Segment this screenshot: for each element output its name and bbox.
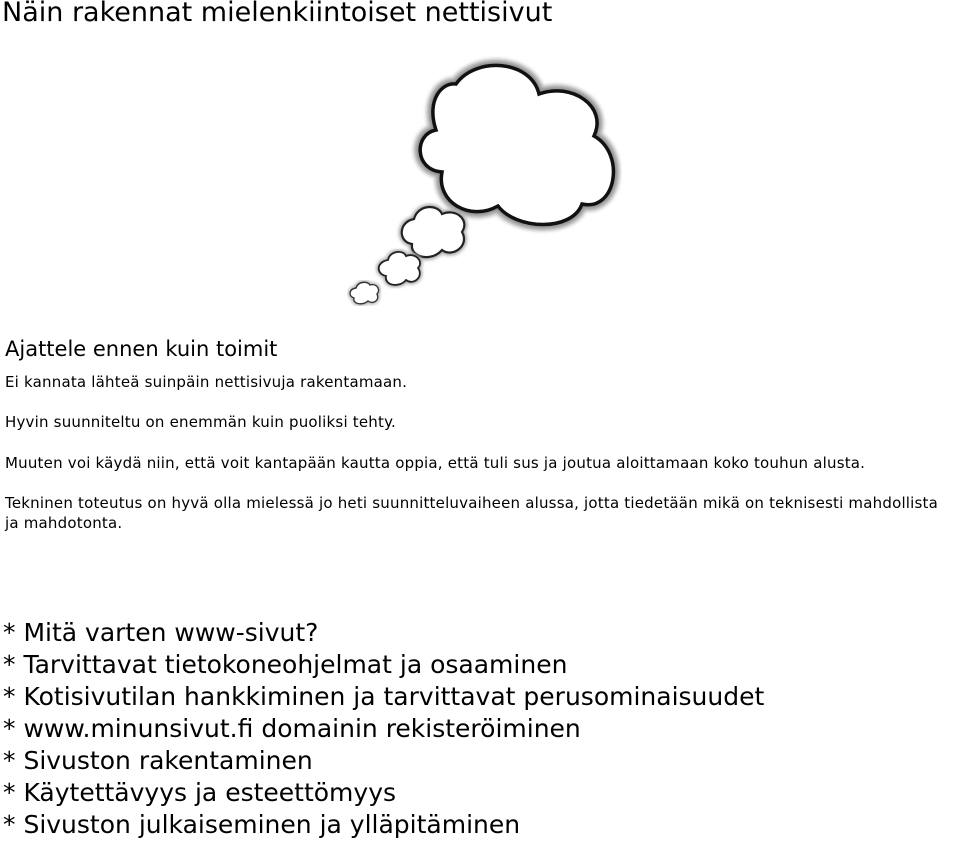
list-item: * Mitä varten www-sivut? (3, 618, 319, 647)
tiny-bubble-shape (350, 282, 379, 304)
paragraph: Tekninen toteutus on hyvä olla mielessä jo heti suunnitteluvaiheen alussa, jotta tiedetään mikä on teknisesti mahdollista ja mahdotonta. (5, 494, 939, 532)
page-title: Näin rakennat mielenkiintoiset nettisivut (2, 0, 553, 28)
small-bubble-shape (379, 252, 420, 285)
list-item: * Käytettävyys ja esteettömyys (3, 778, 397, 807)
list-item: * www.minunsivut.fi domainin rekisteröiminen (3, 714, 581, 743)
list-item: * Kotisivutilan hankkiminen ja tarvittavat perusominaisuudet (3, 682, 765, 711)
paragraph: Hyvin suunniteltu on enemmän kuin puoliksi tehty. (5, 413, 396, 431)
thought-bubble-icon (346, 54, 622, 306)
paragraph: Muuten voi käydä niin, että voit kantapään kautta oppia, että tuli sus ja joutua aloittamaan koko touhun alusta. (5, 454, 866, 472)
list-item: * Sivuston julkaiseminen ja ylläpitäminen (3, 810, 521, 839)
list-item: * Sivuston rakentaminen (3, 746, 313, 775)
paragraph: Ei kannata lähteä suinpäin nettisivuja rakentamaan. (5, 373, 408, 391)
medium-bubble-shape (402, 207, 465, 257)
main-cloud-shape (420, 65, 613, 224)
section-heading: Ajattele ennen kuin toimit (5, 337, 278, 361)
list-item: * Tarvittavat tietokoneohjelmat ja osaaminen (3, 650, 568, 679)
topic-list (3, 617, 764, 841)
